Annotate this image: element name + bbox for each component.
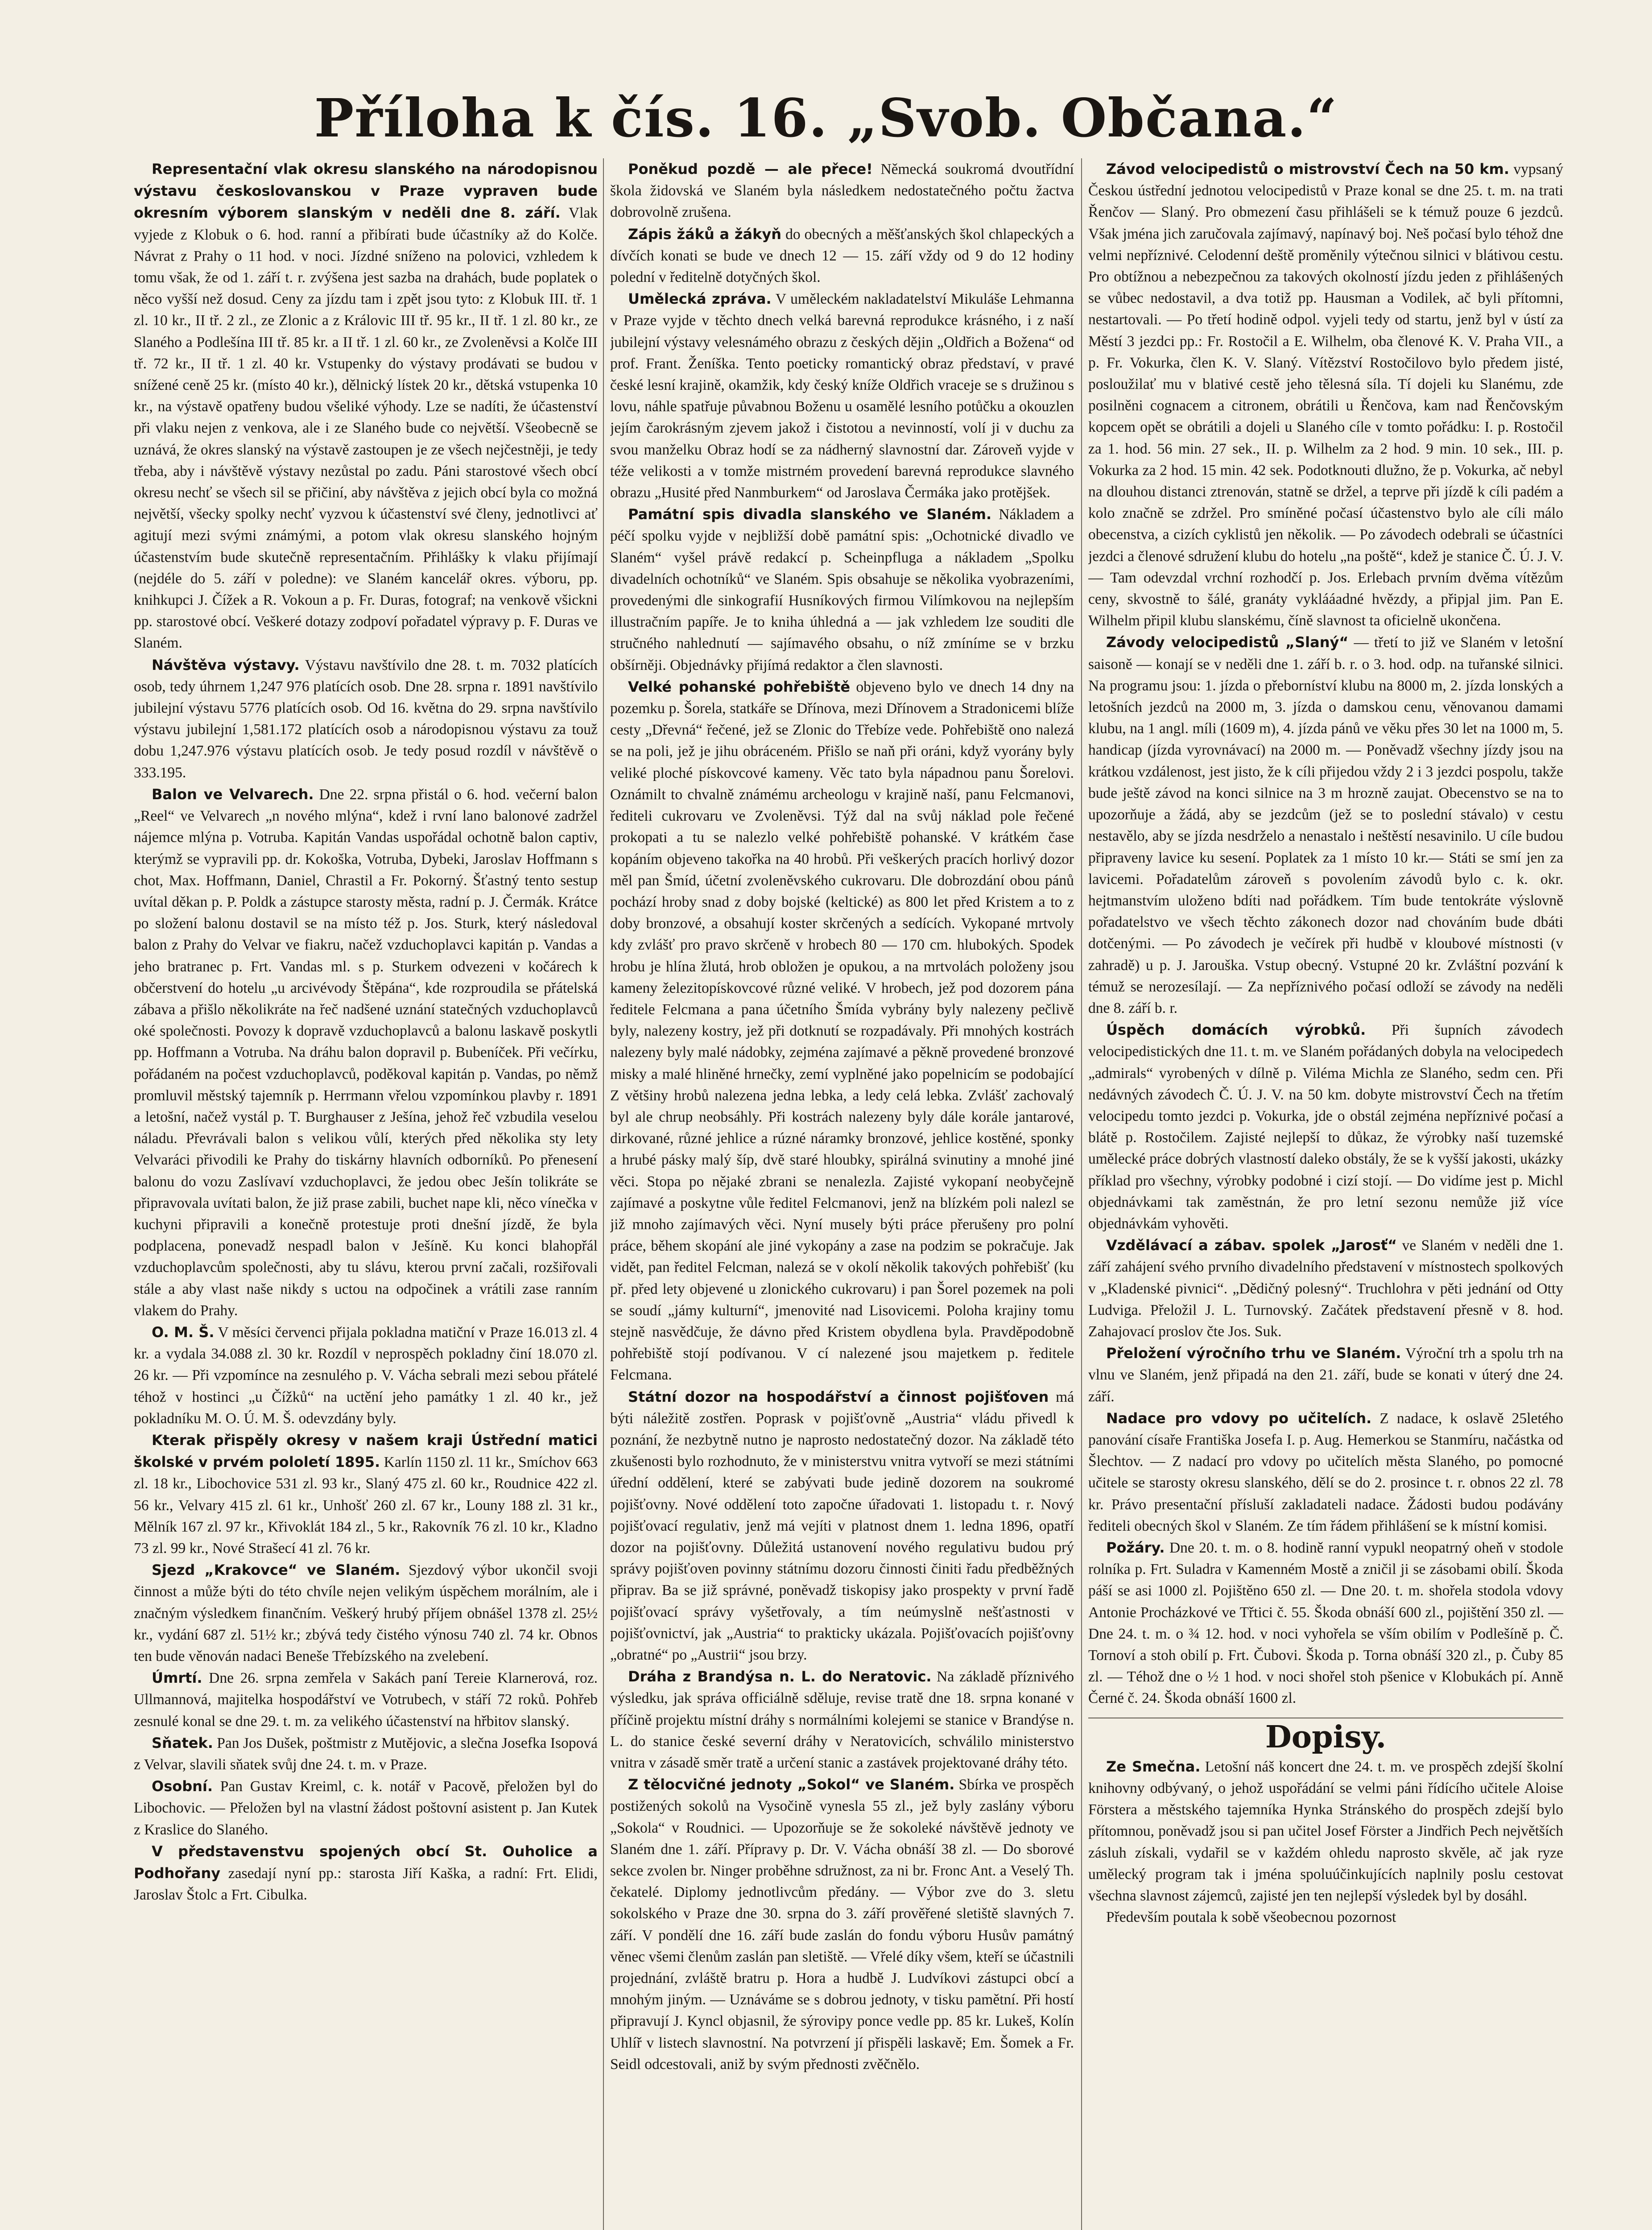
article-text: objeveno bylo ve dnech 14 dny na pozemku p. Šorela, statkáře se Dřínova, mezi Dřínovem a Stradonicemi blíže cesty „Dřevná“ řečené, jež se Zlonic do Třebíze vede. Pohřebiště ono nalezá se na poli, jež je jihu obráceném. Přišlo se naň při oráni, když vyorány byly veliké ploché pískovcové kameny. Věc tato byla nápadnou panu Šorelovi. Oznámilt to chvalně známému archeologu v krajině naší, panu Felcmanovi, řediteli cukrovaru ve Zvoleněvsi. Týž dal na svůj náklad pole řečené prokopati a tu se nalezlo velké pohřebiště pohanské. V krátkém čase kopáním objeveno takořka na 40 hrobů. Při veškerých pracích horlivý dozor měl pan Šmíd, účetní zvoleněvského cukrovaru. Dle dobrozdání obou pánů pochází hroby snad z doby bojské (keltické) as 800 let před Kristem a to z doby bronzové, a obsahují koster skrčených a sedících. Vykopané mrtvoly kdy zvlášť pro pravo skrčeně v hrobech 80 — 170 cm. hlubokých. Spodek hrobu je hlína žlutá, hrob obložen je opukou, a na mrtvolách položeny jsou kameny železitopískovcové různé veliké. V hrobech, jež pod dozorem pána ředitele Felcmana a pana účetního Šmída vybrány byly nalezeny pečlivě byly, nalezeny kostry, jež při dotknutí se rozpadávaly. Při mnohých kostrách nalezeny byly malé nádobky, zejména zajímavé a pěkně provedené bronzové misky a malé hliněné hrnečky, zemí vyplněné jako popelnicím se podobající Z většiny hrobů nalezena jedna lebka, a ledy celá lebka. Zvlášť zachovalý byl ale chrup neobsáhly. Při kostrách nalezeny byly dále korále jantarové, dirkované, různé jehlice a rúzné náramky bronzové, jehlice kostěné, sponky a hrubé pásky malý šíp, dvě staré hloubky, spirálná svinutiny a mnohé jiné věci. Stopa po nějaké zbrani se nenalezla. Zajisté vykopaní neobyčejně zajímavé a poskytne vůle ředitel Felcmanovi, jenž na blízkém poli nalezl se již mnoho zajímavých věci. Nyní musely býti práce přerušeny pro polní práce, během skopání ale jiné vykopány a zase na podzim se pokračuje. Jak vidět, pan ředitel Felcman, nalezá se v okolí několik takových pohřebišť (ku př. před lety objevené u zlonického cukrovaru) i pan Šorel pozemek na poli se soudí „jámy kulturní“, jmenovité nad Lisovicemi. Poloha krajiny tomu stejně nasvědčuje, že dávno před Kristem obydlena byla. Pravděpodobně pohřebiště stojí podívanou. V cí nalezené jsou majetkem p. ředitele Felcmana. bbox=[610, 678, 1074, 1383]
article-headline: Požáry. bbox=[1106, 1539, 1165, 1556]
article-text: ve Slaném v neděli dne 1. září zahájení svého prvního divadelního představení v místnostech spolkových v „Kladenské pivnici“. „Dědičný polesný“. Truchlohra v pěti jednání od Otty Ludviga. Přeložil J. L. Turnovský. Začátek představení přesně v 8. hod. Zahajovací proslov čte Jos. Suk. bbox=[1088, 1237, 1563, 1340]
article-paragraph bbox=[134, 1732, 598, 1776]
article-text: do obecných a měšťanských škol chlapeckých a dívčích konati se bude ve dnech 12 — 15. září vždy od 9 do 12 hodiny polední v ředitelně dotyčných škol. bbox=[610, 226, 1074, 286]
article-text: Sbírka ve prospěch postižených sokolů na Vysočině vynesla 55 zl., jež byly zaslány výboru „Sokola“ v Roudnici. — Upozorňuje se že sokoleké návštěvě jednoty ve Slaném dne 1. září. Přípravy p. Dr. V. Vácha obnáší 38 zl. — Do sborové sekce zvolen br. Ninger proběhne sdružnost, za ni br. Fronc Ant. a Veselý Th. čekatelé. Diplomy jednotlivcům předány. — Výbor zve do 3. sletu sokolského v Praze dne 30. srpna do 3. září prověřené sletiště slavných 7. září. V pondělí dne 16. září bude zaslán do fondu výboru Husův památný věnec všemi členům zaslán pan sletiště. — Vřelé díky všem, kteří se účastnili projednání, zvláště bratru p. Hora a hudbě J. Ludvíkovi zástupci obcí a mnohým jiným. — Uznáváme se s dobrou jednoty, v tisku pamětní. Při hostí připravují J. Kyncl objasnil, že sýrovipy ponce vedle pp. 85 kr. Lukeš, Kolín Uhlíř v listech slavnostní. Na potvrzení jí přispěli laskavě; Em. Šomek a Fr. Seidl odcestovali, aniž by svým přednosti zvěčnělo. bbox=[610, 1776, 1074, 2073]
article-headline: Kterak přispěly okresy v našem kraji Ústřední matici školské v prvém pololetí 1895. bbox=[134, 1431, 598, 1471]
article-text: vypsaný Českou ústřední jednotou velocipedistů v Praze konal se dne 25. t. m. na trati Řenčov — Slaný. Pro obmezení času přihlášeli se k témuž pouze 6 jezdců. Však jména jich zaručovala zajímavý, napínavý boj. Neš počasí bylo téhož dne velmi nepříznivé. Celodenní deště proměnily výtečnou silnici v blátivou cestu. Pro obtížnou a nebezpečnou za takových okolností jízdu jeden z přihlášených se vůbec nedostavil, a dva totiž pp. Hausman a Vodilek, ač byli přítomni, nestartovali. — Po třetí hodině odpol. vyjeli tedy od startu, jenž byl v ústí za Městí 3 jezdci pp.: Fr. Rostočil a E. Wilhelm, oba členové K. V. Praha VII., a p. Fr. Vokurka, člen K. V. Slaný. Vítězství Rostočilovo bylo předem jisté, posloužilať mu v blativé cestě jeho tělesná síla. Tí dojeli ku Slanému, zde posilněni cognacem a citronem, obrátili u Řenčova, kam nad Řenčovským kopcem opět se obrátili a dojeli u Slaného cíle v tomto pořádku: I. p. Rostočil za 1. hod. 56 min. 27 sek., II. p. Wilhelm za 2 hod. 9 min. 10 sek., III. p. Vokurka za 2 hod. 15 min. 42 sek. Podotknouti dlužno, že p. Vokurka, ač nebyl na dlouhou distanci ztrenován, statně se držel, a teprve při jízdě k cíli padém a kolo značně se zdržel. Pro smíněné počasí účastenstvo bylo ale cíli málo obecenstva, a cizích cyklistů jen několik. — Po závodech odebrali se účastníci jezdci a členové sdružení klubu do hotelu „na poště“, kdež je stanice Č. Ú. J. V. — Tam odevzdal vrchní rozhodčí p. Jos. Erlebach prvním dvěma vítězům ceny, skvostně to šálé, granáty vyklááadné hvězdy, a připjal jim. Pan E. Wilhelm připil klubu slanskému, číně slavnost ta oficielně ukončena. bbox=[1088, 161, 1563, 629]
article-text: Výroční trh a spolu trh na vlnu ve Slaném, jenž připadá na den 21. září, bude se konati v úterý dne 24. září. bbox=[1088, 1345, 1563, 1405]
article-paragraph bbox=[134, 1667, 598, 1732]
article-paragraph bbox=[134, 1429, 598, 1559]
article-headline: Závod velocipedistů o mistrovství Čech na 50 km. bbox=[1106, 161, 1510, 178]
article-headline: Osobní. bbox=[152, 1778, 213, 1795]
article-text: Při šupních závodech velocipedistických dne 11. t. m. ve Slaném pořádaných dobyla na velocipedech „admirals“ vyrobených v dílně p. Viléma Michla ze Slaného, sedm cen. Při nedávných závodech Č. Ú. J. V. na 50 km. dobyte mistrovství Čech na třetím velocipedu tomto jezdci p. Vokurka, jde o obstál zejména nepříznivé počasí a blátě p. Rostočilem. Zajisté nejlepší to důkaz, že výrobky naší tuzemské umělecké práce dobrých vlastností daleko obstály, že se k vyšší jakosti, ukázky příklad pro všechny, výrobky podobné i cizí stojí. — Do vidíme jest p. Michl objednávkami tak zaměstnán, že pro letní sezonu nemůže již více objednávkám vyhověti. bbox=[1088, 1022, 1563, 1232]
article-text: má býti náležitě zostřen. Poprask v pojišťovně „Austria“ vládu přivedl k poznání, že nezbytně nutno je naprosto nedostatečný dozor. Na základě této zkušenosti bylo rozhodnuto, že v ministerstvu vnitra vytvoří se mezi státními úřední oddělení, které se zabývati bude jedině dozorem na soukromé pojišťovny. Nové oddělení toto započne úřadovati 1. listopadu t. r. Nový pojišťovací regulativ, jenž má vejíti v platnost dnem 1. ledna 1896, opatří dozor na pojišťovny. Důležitá ustanovení nového regulativu budou prý správy pojišťoven povinny státnímu dozoru činnosti činiti řadu předběžných připrav. Ba se již správné, poněvadž tiskopisy jako prospekty v první řadě pojišťovací správy vyšetřovaly, a tím neúmyslně nešťastnosti v pojišťovnictví, jak „Austria“ to prakticky ukázala. Pojišťovacích pojišťovny „obratné“ po „Austrii“ jsou brzy. bbox=[610, 1388, 1074, 1664]
article-text: Letošní náš koncert dne 24. t. m. ve prospěch zdejší školní knihovny odbývaný, o jehož uspořádání se velmi páni řídícího učitele Aloise Förstera a městského tajemníka Hynka Stránského do prospěch zdejší bylo přítomnou, poněvadž jsou si pan učitel Josef Förster a Jindřich Pech největších zásluh získali, vydařil se v každém ohledu naprosto skvěle, ač jak ryze umělecký program tak i jména spoluúčinkujících naplnily poslu cestovat všechna slavnost zájemců, zajisté jen ten nejlepší výsledek byl by dosáhl. bbox=[1088, 1758, 1563, 1904]
article-headline: Representační vlak okresu slanského na národopisnou výstavu českoslovanskou v Praze vypraven bude okresním výborem slanským v neděli dne 8. září. bbox=[134, 161, 598, 222]
article-headline: Návštěva výstavy. bbox=[152, 656, 300, 673]
column-1 bbox=[134, 158, 598, 2230]
article-headline: Závody velocipedistů „Slaný“ bbox=[1106, 634, 1349, 651]
article-paragraph bbox=[1088, 1235, 1563, 1342]
article-paragraph bbox=[610, 676, 1074, 1386]
column-divider bbox=[603, 158, 604, 2230]
article-text: Na základě příznivého výsledku, jak správa officiálně sděluje, revise tratě dne 18. srpna konané v příčině projektu místní dráhy s normálními kolejemi se stanice v Brandýse n. L. do stanice české severní dráhy v Neratovicích, schválilo ministerstvo vnitra v zásadě směr tratě a určení stanic a zastávek projektované dráhy této. bbox=[610, 1668, 1074, 1772]
article-paragraph bbox=[134, 1776, 598, 1841]
article-headline: Úspěch domácích výrobků. bbox=[1106, 1021, 1366, 1039]
article-text: Především poutala k sobě všeobecnou pozornost bbox=[1106, 1909, 1396, 1926]
article-paragraph bbox=[134, 1321, 598, 1429]
page-title: Příloha k čís. 16. „Svob. Občana.“ bbox=[314, 87, 1338, 149]
article-headline: Poněkud pozdě — ale přece! bbox=[628, 161, 873, 178]
article-paragraph bbox=[134, 1841, 598, 1906]
article-paragraph bbox=[134, 784, 598, 1321]
article-paragraph bbox=[610, 1386, 1074, 1666]
article-text: Vlak vyjede z Klobuk o 6. hod. ranní a přibírati bude účastníky až do Kolče. Návrat z Prahy o 11 hod. v noci. Jízdné sníženo na polovici, vzhledem k tomu však, že od 1. září t. r. zvýšena jest sazba na drahách, bude poplatek o něco vyšší než dosud. Ceny za jízdu tam i zpět jsou tyto: z Klobuk III. tř. 1 zl. 10 kr., II tř. 2 zl., ze Zlonic a z Královic III tř. 95 kr., II tř. 1 zl. 80 kr., ze Slaného a Podlešína III tř. 85 kr. a II tř. 1 zl. 60 kr., ze Zvoleněvsi a Kolče III tř. 72 kr., II tř. 1 zl. 40 kr. Vstupenky do výstavy prodávati se budou v snížené ceně 25 kr. (místo 40 kr.), dělnický lístek 20 kr., dětská vstupenka 10 kr., na výstavě opatřeny budou všeliké výhody. Lze se nadíti, že účastenství při vlaku nejen z venkova, ale i ze Slaného bude co největší. Všeobecně se uznává, že okres slanský na výstavě zastoupen je ze všech nejčestněji, je tedy třeba, aby i návštěvě výstavy nezůstal po zadu. Páni starostové všech obcí okresu nechť se všech sil se přičiní, aby návštěva z jejich obcí byla co možná největší, všecky spolky nechť vyzvou k účastenství své členy, jednotlivci ať agitují mezi svými známými, a potom vlak okresu slanského hojným účastenstvím bude skutečně representačním. Přihlášky k vlaku přijímají (nejdéle do 5. září v poledne): ve Slaném kancelář okres. výboru, pp. knihkupci J. Čížek a R. Vokoun a p. Fr. Duras, fotograf; na venkově všickni pp. starostové obcí. Veškeré dotazy zodpoví pořadatel výpravy p. F. Duras ve Slaném. bbox=[134, 205, 598, 652]
article-text: Dne 26. srpna zemřela v Sakách paní Tereie Klarnerová, roz. Ullmannová, majitelka hospodářství ve Votrubech, v stáří 72 roků. Pohřeb zesnulé konal se dne 29. t. m. za velikého účastenství na hřbitov slanský. bbox=[134, 1670, 598, 1730]
article-paragraph bbox=[134, 654, 598, 784]
article-paragraph bbox=[610, 504, 1074, 676]
article-text: Německá soukromá dvoutřídní škola židovská ve Slaném byla následkem nedostatečného počtu žactva dobrovolně zrušena. bbox=[610, 161, 1074, 221]
article-text: Z nadace, k oslavě 25letého panování císaře Františka Josefa I. p. Aug. Hemerkou se Stanmíru, načástka od Šlechtov. — Z nadací pro vdovy po učitelích města Slaného, po pomocné učitele se starosty okresu slanského, dělí se do 2. prosince t. r. obnos 22 zl. 78 kr. Právo presentační přísluší zakladateli nadace. Žádosti budou podávány řediteli obecných škol v Slaném. Ze tím řádem přihlášení se k místní komisi. bbox=[1088, 1410, 1563, 1534]
column-2 bbox=[610, 158, 1074, 2230]
article-paragraph bbox=[610, 1666, 1074, 1774]
article-text: Pan Jos Dušek, poštmistr z Mutějovic, a slečna Josefka Isopová z Velvar, slavili sňatek svůj dne 24. t. m. v Praze. bbox=[134, 1734, 598, 1773]
article-headline: Sjezd „Krakovce“ ve Slaném. bbox=[152, 1561, 401, 1579]
article-text: Nákladem a péčí spolku vyjde v nejbližší době památní spis: „Ochotnické divadlo ve Slaném“ vyšel právě redakcí p. Scheinpfluga a nákladem „Spolku divadelních ochotníků“ ve Slaném. Spis obsahuje se několika vyobrazeními, provedenými dle sinkografií Husníkových firmou Vilímkovou na nejlepším illustračním papíře. Je to kniha úhledná a — jak vzhledem lze souditi dle stručného nahlednutí — sajímavého obsahu, o níž zmíníme se v brzku obšírněji. Objednávky přijímá redaktor a člen slavnosti. bbox=[610, 506, 1074, 673]
article-headline: Vzdělávací a zábav. spolek „Jarosť“ bbox=[1106, 1237, 1397, 1254]
article-text: Dne 20. t. m. o 8. hodině ranní vypukl neopatrný oheň v stodole rolníka p. Frt. Suladra v Kamenném Mostě a zničil ji se zásobami obilí. Škoda páší se asi 1000 zl. Pojištěno 650 zl. — Dne 20. t. m. shořela stodola vdovy Antonie Procházkové ve Třtici č. 55. Škoda obnáší 600 zl., pojištění 350 zl. — Dne 24. t. m. o ¾ 12. hod. v noci vyhořela se vším obilím v Podlešíně p. Č. Tornoví a stoh obilí p. Frt. Čubovi. Škoda p. Torna obnáší 320 zl., p. Čuby 85 zl. — Téhož dne o ½ 1 hod. v noci shořel stoh pšenice v Klobukách pí. Anně Černé č. 24. Škoda obnáší 1600 zl. bbox=[1088, 1540, 1563, 1707]
article-paragraph bbox=[1088, 1408, 1563, 1537]
article-paragraph bbox=[610, 288, 1074, 504]
article-paragraph bbox=[1088, 1756, 1563, 1907]
article-text: Karlín 1150 zl. 11 kr., Smíchov 663 zl. 18 kr., Libochovice 531 zl. 93 kr., Slaný 475 zl. 60 kr., Roudnice 422 zl. 56 kr., Velvary 415 zl. 61 kr., Unhošť 260 zl. 67 kr., Louny 188 zl. 31 kr., Mělník 167 zl. 97 kr., Křivoklát 184 zl., 5 kr., Rakovník 76 zl. 10 kr., Kladno 73 zl. 99 kr., Nové Strašecí 41 zl. 76 kr. bbox=[134, 1454, 598, 1557]
article-headline: Památní spis divadla slanského ve Slaném. bbox=[628, 506, 992, 523]
article-paragraph bbox=[1088, 632, 1563, 1019]
article-text: V měsíci červenci přijala pokladna matiční v Praze 16.013 zl. 4 kr. a vydala 34.088 zl. 30 kr. Rozdíl v neprospěch pokladny činí 18.070 zl. 26 kr. — Při vzpomínce na zesnulého p. V. Vácha sebrali mezi sebou přátelé téhož v hostinci „u Čížků“ na uctění jeho památky 1 zl. 40 kr., jež pokladníku M. O. Ú. M. Š. odevzdány byly. bbox=[134, 1324, 598, 1427]
article-text: Dne 22. srpna přistál o 6. hod. večerní balon „Reel“ ve Velvarech „n nového mlýna“, kdež i rvní lano balonové zadržel nájemce mlýna p. Votruba. Kapitán Vandas uspořádal ochotně balon captiv, kterýmž se vypravili pp. dr. Kokoška, Votruba, Dybeki, Jaroslav Hoffmann s chot, Max. Hoffmann, Daniel, Chrastil a Fr. Pokorný. Šťastný tento sestup uvítal děkan p. P. Poldk a zástupce starosty města, radní p. J. Čermák. Krátce po složení balonu dostavil se na místo též p. Jos. Sturk, který následoval balon z Prahy do Velvar ve fiakru, načež vzduchoplavci kapitán p. Vandas a jeho bratranec p. Frt. Vandas ml. s p. Sturkem odvezeni v kočárech k občerstvení do hotelu „u arcivévody Štěpána“, kde rozproudila se přátelská zábava a přišlo několikráte na řeč nadšené uznání statečných vzduchoplavců oké společnosti. Povozy k dopravě vzduchoplavců a balonu laskavě poskytli pp. Hoffmann a Votruba. Na dráhu balon dopravil p. Bubeníček. Při večírku, pořádaném na počest vzduchoplavců, poděkoval kapitán p. Vandas, po němž promluvil městský tajemník p. Herrmann vřelou vzpomínkou plavby r. 1891 a letošní, načež vystál p. T. Burghauser z Ješína, jehož řeč vzbudila veselou náladu. Převrávali balon s velikou vůlí, kterých před několika sty lety Velvaráci přivodili ke Prahy do tiskárny hlavních odborníků. Po přenesení balonu do vozu Zaslívaví vzduchoplavci, že jedou obec Ješín tolikráte se připravovala uvítati balon, že již prase zabili, buchet nape kli, něco vínečka v kuchyni připravili a konečně protestuje proti dnešní jízdě, že byla podplacena, ponevadž nespadl balon v Ješíně. Ku konci blahopřál vzduchoplavcům společnosti, aby tu slávu, kterou první začali, rozšiřovali stále a aby vlast naše nikdy s uctou na odpočinek a vrátili zase ranním vlakem do Prahy. bbox=[134, 786, 598, 1319]
article-text: zasedají nyní pp.: starosta Jiří Kaška, a radní: Frt. Elidi, Jaroslav Štolc a Frt. Cibulka. bbox=[134, 1865, 598, 1904]
article-paragraph bbox=[1088, 1342, 1563, 1408]
article-headline: Zápis žáků a žákyň bbox=[628, 225, 782, 243]
article-headline: Balon ve Velvarech. bbox=[152, 785, 314, 803]
section-title: Dopisy. bbox=[1265, 1719, 1387, 1755]
article-paragraph bbox=[610, 158, 1074, 223]
article-paragraph bbox=[134, 158, 598, 654]
article-text: Pan Gustav Kreiml, c. k. notář v Pacově, přeložen byl do Libochovic. — Přeložen byl na vlastní žádost poštovní asistent p. Jan Kutek z Kraslice do Slaného. bbox=[134, 1778, 598, 1838]
article-headline: Umělecká zpráva. bbox=[628, 290, 772, 308]
article-headline: Ze Smečna. bbox=[1106, 1758, 1201, 1775]
article-paragraph bbox=[1088, 158, 1563, 632]
article-paragraph bbox=[610, 1774, 1074, 2075]
article-headline: Sňatek. bbox=[152, 1734, 213, 1751]
article-text: Sjezdový výbor ukončil svoji činnost a může býti do této chvíle nejen velikým úspěchem morálním, ale i značným výsledkem finančním. Veškerý hrubý příjem obnášel 1378 zl. 25½ kr., vydání 687 zl. 51½ kr.; zbývá tedy čistého výnosu 740 zl. 74 kr. Obnos ten bude věnován nadaci Beneše Třebízského na zvelebení. bbox=[134, 1562, 598, 1665]
article-text: — třetí to již ve Slaném v letošní saisoně — konají se v neděli dne 1. září b. r. o 3. hod. odp. na tuřanské silnici. Na programu jsou: 1. jízda o přeborníství klubu na 8000 m, 2. jízda lonských a letošních jezdců na 2000 m, 3. jízda o damskou cenu, věnovanou damami klubu, na 1 angl. míli (1609 m), 4. jízda pánů ve věku přes 30 let na 1000 m, 5. handicap (jízda vyrovnávací) na 2000 m. — Poněvadž všechny jízdy jsou na krátkou vzdálenost, jest jisto, že k cíli přijedou vždy 2 i 3 jezdci pospolu, takže bude ještě závod na konci silnice na 3 m hrozně zaujat. Obecenstvo se na to upozorňuje a žádá, aby se jezdcům (jež se to poslední stávalo) v cestu nestavělo, aby se jízda nesdrželo a nenastalo i neštěstí nesavinilo. U cíle budou připraveny lavice ku sesení. Poplatek za 1 místo 10 kr.— Státi se smí jen za lavicemi. Pořadatelům zároveň s povolením závodů bylo c. k. okr. hejtmanstvím uloženo bdíti nad pořádkem. Tím bude tentokráte výslovně pořadatelstvo ve všech těchto zákonech dozor nad chováním bude dbáti dotčenými. — Po závodech je večírek při hudbě v kloubové místnosti (v zahradě) u p. J. Jarouška. Vstup obecný. Vstupné 20 kr. Zvláštní pozvání k témuž se nerozesílají. — Za nepříznivého počasí odloží se závody na neděli dne 8. září b. r. bbox=[1088, 634, 1563, 1016]
article-headline: Velké pohanské pohřebiště bbox=[628, 678, 851, 695]
article-paragraph bbox=[1088, 1019, 1563, 1235]
article-headline: Nadace pro vdovy po učitelích. bbox=[1106, 1409, 1372, 1427]
article-text: V uměleckém nakladatelství Mikuláše Lehmanna v Praze vyjde v těchto dnech velká barevná reprodukce krásného, i z naší jubilejní výstavy velesnámého obrazu z českých dějin „Oldřich a Božena“ od prof. Frant. Ženíška. Tento poeticky romantický obraz představí, v pravé české lesní krajině, okamžik, kdy český kníže Oldřich vraceje se s družinou s lovu, náhle spatřuje půvabnou Boženu u osamělé lesního potůčku a okouzlen jejím čarokrásným zjevem jakož i čistotou a nevinností, volí ji v duchu za svou manželku Obraz hodí se za nádherný slavnostní dar. Zároveň vyjde v téže velikosti a v tomže mistrném provedení barevná reprodukce slavného obrazu „Husité před Nanmburkem“ od Jaroslava Čermáka jako protějšek. bbox=[610, 291, 1074, 501]
article-headline: Z tělocvičné jednoty „Sokol“ ve Slaném. bbox=[628, 1776, 955, 1793]
article-headline: O. M. Š. bbox=[152, 1323, 215, 1341]
article-paragraph bbox=[610, 223, 1074, 289]
article-headline: V představenstvu spojených obcí St. Ouholice a Podhořany bbox=[134, 1842, 598, 1882]
article-headline: Úmrtí. bbox=[152, 1669, 202, 1687]
article-paragraph bbox=[134, 1559, 598, 1667]
article-paragraph bbox=[1088, 1537, 1563, 1710]
article-headline: Přeložení výročního trhu ve Slaném. bbox=[1106, 1345, 1401, 1362]
article-text: Výstavu navštívilo dne 28. t. m. 7032 platících osob, tedy úhrnem 1,247 976 platících osob. Dne 28. srpna r. 1891 navštívilo jubilejní výstavu 5776 platících osob. Od 16. května do 29. srpna navštívilo výstavu jubilejní 1,581.172 platících osob a národopisnou výstavu za touž dobu 1,247.976 výstavu platících osob. Je tedy posud rozdíl v návštěvě o 333.195. bbox=[134, 657, 598, 781]
article-headline: Dráha z Brandýsa n. L. do Neratovic. bbox=[628, 1668, 932, 1685]
article-paragraph bbox=[1088, 1907, 1563, 1928]
column-3 bbox=[1088, 158, 1563, 2230]
column-divider bbox=[1081, 158, 1082, 2230]
article-headline: Státní dozor na hospodářství a činnost pojišťoven bbox=[628, 1388, 1049, 1405]
